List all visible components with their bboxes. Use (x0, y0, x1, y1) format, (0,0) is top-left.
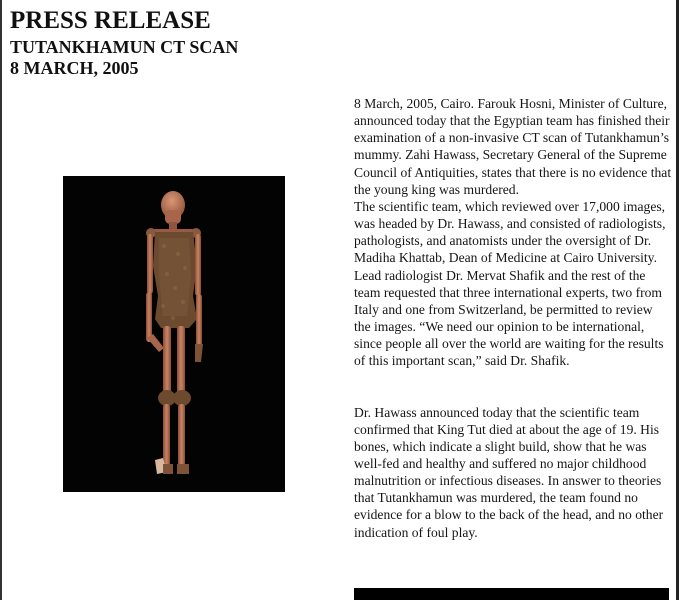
page-border-left (0, 0, 2, 600)
paragraph-announcement: 8 March, 2005, Cairo. Farouk Hosni, Minister of Culture, announced today that the Egyptian team has finished their examination of a non-invasive CT scan of Tutankhamun’s mummy. Zahi Hawass, Secretary General of the Supreme Council of Antiquities, states that there is no evidence that the young king was murdered. (354, 96, 672, 197)
press-release-body (354, 95, 672, 541)
bottom-image-placeholder (354, 588, 669, 600)
paragraph-findings: Dr. Hawass announced today that the scientific team confirmed that King Tut died at about the age of 19. His bones, which indicate a slight build, show that he was well-fed and healthy and suffered no major childhood malnutrition or infectious diseases. In answer to theories that Tutankhamun was murdered, the team found no evidence for a blow to the back of the head, and no other indication of foul play. (354, 404, 664, 540)
page-subtitle: TUTANKHAMUN CT SCAN (10, 37, 239, 57)
page-title: PRESS RELEASE (10, 7, 211, 34)
mummy-skeleton-illustration (63, 176, 285, 492)
release-date: 8 MARCH, 2005 (10, 58, 139, 78)
paragraph-spacer (354, 370, 672, 404)
ct-scan-image (63, 176, 285, 492)
press-release-header (10, 8, 238, 80)
paragraph-international-experts: Lead radiologist Dr. Mervat Shafik and the rest of the team requested that three international experts, two from Italy and one from Switzerland, be permitted to review the images. “We need our opinion to be international, since people all over the world are waiting for the results of this important scan,” said Dr. Shafik. (354, 267, 664, 369)
paragraph-scientific-team: The scientific team, which reviewed over 17,000 images, was headed by Dr. Hawass, and consisted of radiologists, pathologists, and anatomists under the oversight of Dr. Madiha Khattab, Dean of Medicine at Cairo University. (354, 198, 666, 266)
